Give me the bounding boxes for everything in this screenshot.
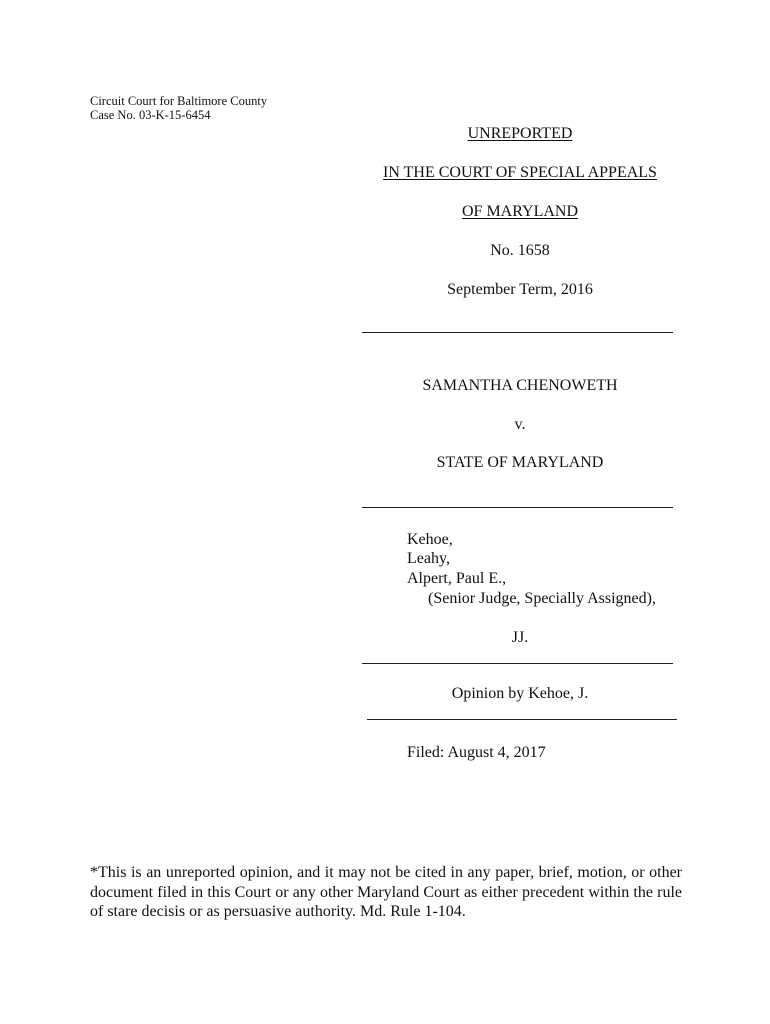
divider-rule (367, 719, 677, 720)
lower-court-name: Circuit Court for Baltimore County (90, 94, 268, 108)
opinion-author: Opinion by Kehoe, J. (451, 685, 589, 702)
judge-name: Leahy, (407, 550, 450, 567)
divider-rule (362, 332, 673, 333)
case-number: No. 1658 (490, 242, 550, 259)
judge-designation: (Senior Judge, Specially Assigned), (428, 590, 656, 607)
court-name-line2: OF MARYLAND (461, 203, 578, 220)
versus: v. (514, 416, 526, 433)
judges-suffix: JJ. (511, 629, 529, 646)
lower-court-case-number: Case No. 03-K-15-6454 (90, 108, 211, 122)
divider-rule (362, 663, 673, 664)
judge-name: Alpert, Paul E., (407, 570, 507, 587)
court-name-line1: IN THE COURT OF SPECIAL APPEALS (383, 164, 657, 181)
divider-rule (362, 507, 673, 508)
judge-name: Kehoe, (407, 531, 453, 548)
appellee-name: STATE OF MARYLAND (436, 454, 604, 471)
unreported-footnote: *This is an unreported opinion, and it may not be cited in any paper, brief, motion, or other document filed in this Court or any other Maryland Court as either precedent within the rule of stare decisis or as persuasive authority. Md. Rule 1-104. (90, 864, 682, 920)
appellant-name: SAMANTHA CHENOWETH (422, 377, 618, 394)
term: September Term, 2016 (447, 281, 593, 298)
unreported-heading: UNREPORTED (467, 125, 573, 142)
filed-date: Filed: August 4, 2017 (407, 744, 546, 761)
